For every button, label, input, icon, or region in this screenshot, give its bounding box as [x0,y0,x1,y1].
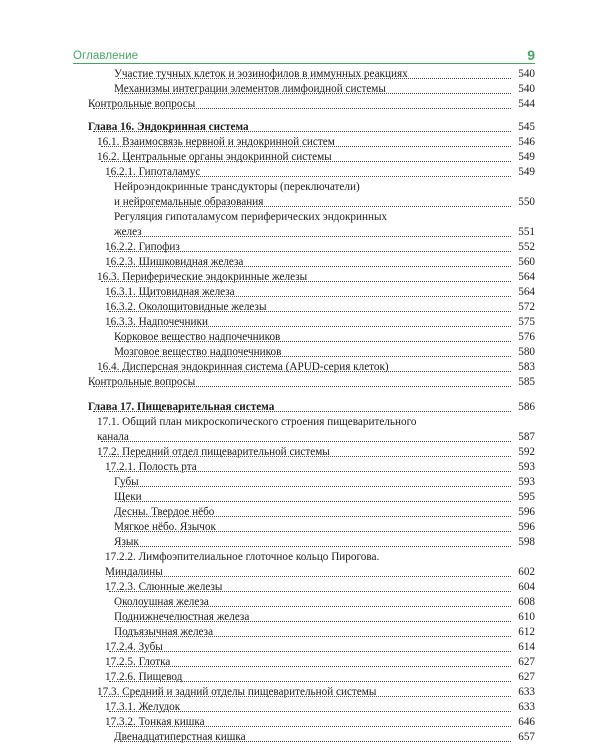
dot-leader [109,251,511,252]
toc-entry-text: Контрольные вопросы [88,98,196,110]
toc-entry-text: канала [97,431,129,443]
toc-entry[interactable] [73,565,535,580]
dot-leader [101,146,511,147]
dot-leader [101,696,511,697]
toc-entry-page: 550 [518,196,535,208]
toc-entry-page: 576 [518,331,535,343]
toc-entry[interactable] [73,225,535,240]
toc-entry[interactable] [73,180,535,195]
toc-entry[interactable] [73,330,535,345]
toc-entry-text: 16.1. Взаимосвязь нервной и эндокринной систем [97,136,335,148]
toc-entry-text: 17.2.3. Слюнные железы [105,581,223,593]
toc-entry-text: 16.2.3. Шишковидная железа [105,256,244,268]
toc-entry[interactable] [73,150,535,165]
dot-leader [93,411,511,412]
toc-entry-page: 560 [518,256,535,268]
toc-entry[interactable] [73,730,535,745]
toc-entry[interactable] [73,445,535,460]
toc-entry[interactable] [73,165,535,180]
toc-entry-text: 17.2. Передний отдел пищеварительной системы [97,446,330,458]
dot-leader [109,591,511,592]
toc-entry-text: 17.2.5. Глотка [105,656,171,668]
dot-leader [109,726,511,727]
toc-entry-text: Глава 17. Пищеварительная система [88,401,275,413]
toc-entry-page: 596 [518,521,535,533]
dot-leader [109,576,511,577]
toc-entry-text: Щеки [114,491,142,503]
toc-entry-text: 16.3.3. Надпочечники [105,316,208,328]
toc-entry-page: 586 [518,401,535,413]
toc-entry[interactable] [73,625,535,640]
toc-entry-text: 17.2.2. Лимфоэпителиальное глоточное кольцо Пирогова. [105,551,380,563]
toc-entry-page: 614 [518,641,535,653]
toc-entry-page: 551 [518,226,535,238]
dot-leader [118,501,511,502]
dot-leader [101,161,511,162]
toc-entry[interactable] [73,685,535,700]
toc-entry-page: 575 [518,316,535,328]
toc-entry[interactable] [73,270,535,285]
toc-entry[interactable] [73,595,535,610]
toc-entry-text: Глава 16. Эндокринная система [88,121,249,133]
toc-entry[interactable] [73,67,535,82]
dot-leader [118,741,511,742]
dot-leader [109,666,511,667]
dot-leader [109,311,511,312]
toc-entry-text: 16.4. Дисперсная эндокринная система (APUD-серия клеток) [97,361,389,373]
toc-entry[interactable] [73,520,535,535]
dot-leader [118,531,511,532]
toc-chapter-entry[interactable] [73,120,535,135]
toc-entry-text: Язык [114,536,139,548]
toc-entry-page: 633 [518,686,535,698]
toc-entry[interactable] [73,300,535,315]
toc-entry[interactable] [73,315,535,330]
running-head-title: Оглавление [73,50,139,62]
toc-entry-page: 627 [518,671,535,683]
header-rule [73,63,535,64]
dot-leader [93,131,511,132]
toc-chapter-entry[interactable] [73,400,535,415]
toc-entry-text: 17.2.6. Пищевод [105,671,183,683]
toc-entry-page: 564 [518,271,535,283]
dot-leader [118,356,511,357]
toc-entry-text: Регуляция гипоталамусом периферических эндокринных [114,211,388,223]
page-number: 9 [527,47,535,63]
dot-leader [118,206,511,207]
toc-entry-page: 544 [518,98,535,110]
toc-entry-page: 540 [518,68,535,80]
toc-entry-page: 610 [518,611,535,623]
toc-entry[interactable] [73,460,535,475]
toc-entry-text: 17.2.1. Полость рта [105,461,197,473]
toc-entry[interactable] [73,640,535,655]
section-gap [73,390,535,400]
dot-leader [118,486,511,487]
toc-entry[interactable] [73,210,535,225]
toc-entry-text: Корковое вещество надпочечников [114,331,281,343]
dot-leader [109,651,511,652]
toc-entry-text: Десны. Твердое нёбо [114,506,215,518]
toc-entry[interactable] [73,415,535,430]
toc-entry-text: 16.2.2. Гипофиз [105,241,180,253]
toc-entry-page: 598 [518,536,535,548]
toc-entry-text: Мозговое вещество надпочечников [114,346,282,358]
toc-entry[interactable] [73,550,535,565]
toc-entry[interactable] [73,610,535,625]
dot-leader [101,371,511,372]
dot-leader [93,108,511,109]
dot-leader [118,636,511,637]
toc-entry-page: 585 [518,376,535,388]
toc-entry-text: Нейроэндокринные трансдукторы (переключатели) [114,181,360,193]
dot-leader [118,341,511,342]
toc-entry-text: Механизмы интеграции элементов лимфоидной системы [114,83,386,95]
dot-leader [109,176,511,177]
toc-entry[interactable] [73,255,535,270]
toc-entry[interactable] [73,135,535,150]
toc-entry-page: 602 [518,566,535,578]
toc-entry-page: 592 [518,446,535,458]
toc-entry[interactable] [73,285,535,300]
toc-entry-text: 16.2. Центральные органы эндокринной системы [97,151,332,163]
toc-entry-page: 612 [518,626,535,638]
toc-entry-page: 580 [518,346,535,358]
dot-leader [118,78,511,79]
toc-entry[interactable] [73,430,535,445]
dot-leader [109,711,511,712]
toc-entry-text: 17.3. Средний и задний отделы пищеварительной системы [97,686,377,698]
toc-entry-text: Миндалины [105,566,163,578]
toc-entry[interactable] [73,535,535,550]
toc-entry-text: Подъязычная железа [114,626,214,638]
toc-entry-text: 17.2.4. Зубы [105,641,163,653]
dot-leader [118,236,511,237]
toc-entry-text: 17.3.1. Желудок [105,701,181,713]
table-of-contents [73,67,535,745]
toc-entry-text: и нейрогемальные образования [114,196,264,208]
toc-entry-text: Поднижнечелюстная железа [114,611,250,623]
toc-entry[interactable] [73,97,535,112]
dot-leader [109,681,511,682]
toc-entry[interactable] [73,82,535,97]
toc-entry-page: 583 [518,361,535,373]
toc-entry-page: 608 [518,596,535,608]
toc-entry-text: Мягкое нёбо. Язычок [114,521,216,533]
toc-entry-page: 633 [518,701,535,713]
toc-entry[interactable] [73,715,535,730]
toc-entry-page: 627 [518,656,535,668]
dot-leader [109,471,511,472]
dot-leader [101,281,511,282]
toc-entry-text: 16.3.2. Околощитовидные железы [105,301,267,313]
toc-entry-page: 549 [518,166,535,178]
toc-entry-page: 646 [518,716,535,728]
dot-leader [118,606,511,607]
toc-entry-page: 587 [518,431,535,443]
toc-entry-page: 604 [518,581,535,593]
dot-leader [109,296,511,297]
toc-entry[interactable] [73,475,535,490]
toc-entry-text: Контрольные вопросы [88,376,196,388]
toc-entry-page: 596 [518,506,535,518]
toc-entry-page: 595 [518,491,535,503]
toc-entry-text: Околоушная железа [114,596,209,608]
toc-entry-page: 549 [518,151,535,163]
toc-entry-page: 564 [518,286,535,298]
toc-entry[interactable] [73,505,535,520]
toc-entry-text: 16.3.1. Щитовидная железа [105,286,235,298]
dot-leader [101,456,511,457]
toc-entry-page: 540 [518,83,535,95]
section-gap [73,112,535,120]
toc-entry-page: 552 [518,241,535,253]
toc-entry-text: Двенадцатиперстная кишка [114,731,246,743]
dot-leader [109,266,511,267]
toc-entry-text: Участие тучных клеток и эозинофилов в иммунных реакциях [114,68,408,80]
dot-leader [118,546,511,547]
toc-entry-page: 545 [518,121,535,133]
dot-leader [118,93,511,94]
toc-entry-page: 546 [518,136,535,148]
toc-entry-page: 572 [518,301,535,313]
toc-entry[interactable] [73,700,535,715]
dot-leader [109,326,511,327]
toc-entry-text: Губы [114,476,139,488]
toc-entry-text: 16.3. Периферические эндокринные железы [97,271,308,283]
toc-entry-page: 657 [518,731,535,743]
toc-entry[interactable] [73,580,535,595]
toc-entry[interactable] [73,345,535,360]
toc-entry-text: 16.2.1. Гипоталамус [105,166,201,178]
dot-leader [101,441,511,442]
toc-entry[interactable] [73,670,535,685]
toc-entry[interactable] [73,195,535,210]
toc-entry[interactable] [73,655,535,670]
dot-leader [93,386,511,387]
dot-leader [118,516,511,517]
toc-entry[interactable] [73,375,535,390]
page-header [73,44,535,66]
dot-leader [118,621,511,622]
toc-entry[interactable] [73,240,535,255]
toc-entry-page: 593 [518,461,535,473]
toc-entry-text: 17.3.2. Тонкая кишка [105,716,205,728]
toc-entry[interactable] [73,360,535,375]
toc-entry[interactable] [73,490,535,505]
toc-entry-text: 17.1. Общий план микроскопического строения пищеварительного [97,416,417,428]
toc-entry-page: 593 [518,476,535,488]
toc-entry-text: желез [114,226,142,238]
